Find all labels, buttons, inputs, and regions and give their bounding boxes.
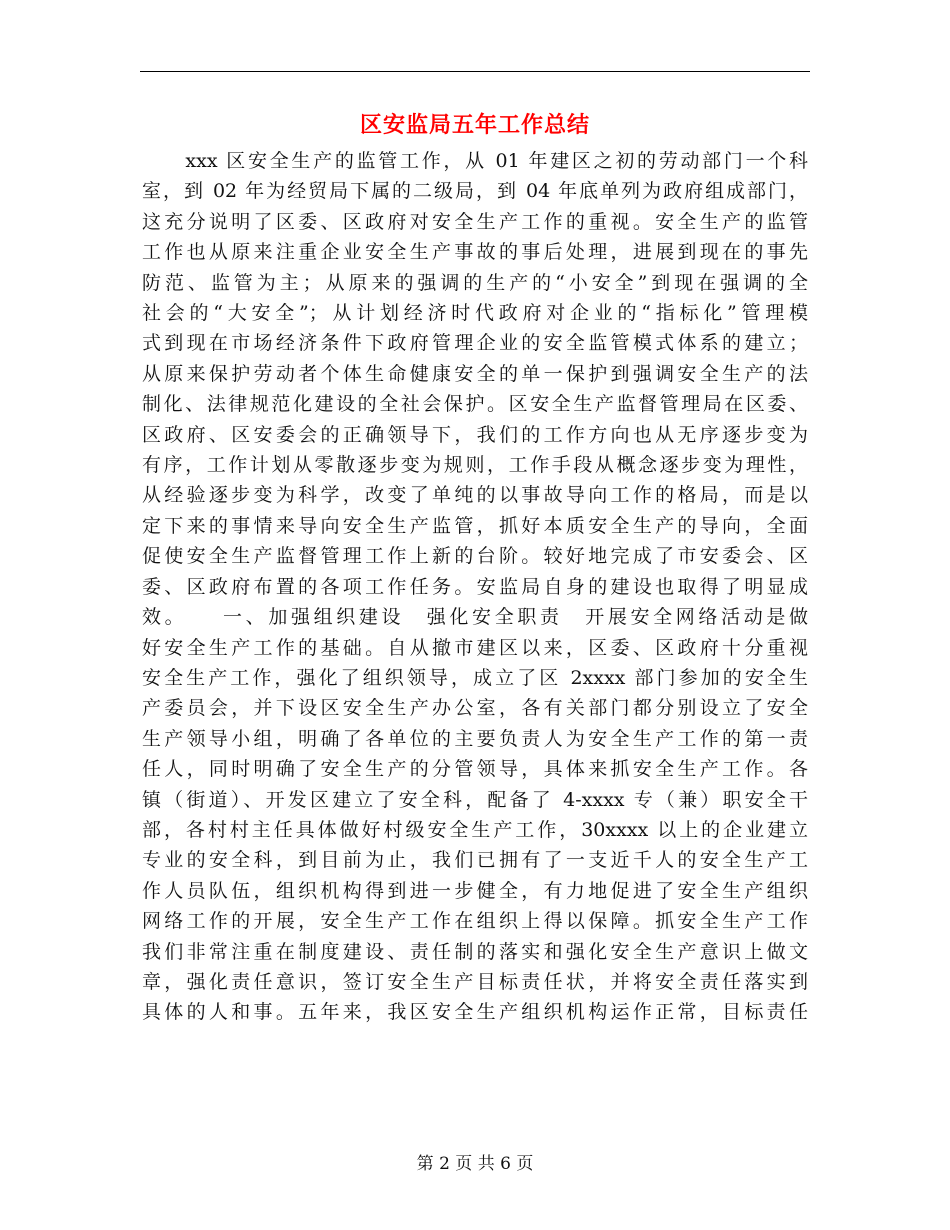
body-line: 任人，同时明确了安全生产的分管领导，具体来抓安全生产工作。各 bbox=[142, 758, 808, 781]
body-line: 社会的“大安全”；从计划经济时代政府对企业的“指标化”管理模 bbox=[142, 302, 808, 325]
body-line: 具体的人和事。五年来，我区安全生产组织机构运作正常，目标责任 bbox=[142, 1001, 808, 1024]
body-line: 好安全生产工作的基础。自从撤市建区以来，区委、区政府十分重视 bbox=[142, 636, 808, 659]
body-line: 有序，工作计划从零散逐步变为规则，工作手段从概念逐步变为理性， bbox=[142, 454, 808, 477]
body-line: 作人员队伍，组织机构得到进一步健全，有力地促进了安全生产组织 bbox=[142, 879, 808, 902]
body-line: 工作也从原来注重企业安全生产事故的事后处理，进展到现在的事先 bbox=[142, 241, 808, 264]
body-line: 这充分说明了区委、区政府对安全生产工作的重视。安全生产的监管 bbox=[142, 210, 808, 233]
body-line: 室，到 02 年为经贸局下属的二级局，到 04 年底单列为政府组成部门， bbox=[142, 180, 808, 203]
body-line: 部，各村村主任具体做好村级安全生产工作，30xxxx 以上的企业建立 bbox=[142, 818, 808, 841]
body-line: 专业的安全科，到目前为止，我们已拥有了一支近千人的安全生产工 bbox=[142, 849, 808, 872]
body-line: 效。 一、加强组织建设 强化安全职责 开展安全网络活动是做 bbox=[142, 606, 808, 629]
body-line: 网络工作的开展，安全生产工作在组织上得以保障。抓安全生产工作 bbox=[142, 910, 808, 933]
body-line: 镇（街道）、开发区建立了安全科，配备了 4-xxxx 专（兼）职安全干 bbox=[142, 788, 808, 811]
body-line: 章，强化责任意识，签订安全生产目标责任状，并将安全责任落实到 bbox=[142, 970, 808, 993]
body-line: 式到现在市场经济条件下政府管理企业的安全监管模式体系的建立； bbox=[142, 332, 808, 355]
body-line: 从原来保护劳动者个体生命健康安全的单一保护到强调安全生产的法 bbox=[142, 362, 808, 385]
body-line: xxx 区安全生产的监管工作，从 01 年建区之初的劳动部门一个科 bbox=[142, 150, 808, 172]
body-line: 生产领导小组，明确了各单位的主要负责人为安全生产工作的第一责 bbox=[142, 727, 808, 750]
header-rule bbox=[140, 71, 810, 72]
body-line: 委、区政府布置的各项工作任务。安监局自身的建设也取得了明显成 bbox=[142, 575, 808, 598]
document-body bbox=[142, 146, 808, 1028]
body-line: 制化、法律规范化建设的全社会保护。区安全生产监督管理局在区委、 bbox=[142, 393, 808, 416]
body-line: 防范、监管为主；从原来的强调的生产的“小安全”到现在强调的全 bbox=[142, 271, 808, 294]
body-line: 定下来的事情来导向安全生产监管，抓好本质安全生产的导向，全面 bbox=[142, 514, 808, 537]
body-line: 产委员会，并下设区安全生产办公室，各有关部门都分别设立了安全 bbox=[142, 697, 808, 720]
page-footer: 第 2 页 共 6 页 bbox=[416, 1154, 534, 1174]
body-line: 从经验逐步变为科学，改变了单纯的以事故导向工作的格局，而是以 bbox=[142, 484, 808, 507]
document-title: 区安监局五年工作总结 bbox=[359, 112, 590, 138]
body-line: 区政府、区安委会的正确领导下，我们的工作方向也从无序逐步变为 bbox=[142, 423, 808, 446]
body-line: 安全生产工作，强化了组织领导，成立了区 2xxxx 部门参加的安全生 bbox=[142, 666, 808, 689]
body-line: 促使安全生产监督管理工作上新的台阶。较好地完成了市安委会、区 bbox=[142, 545, 808, 568]
body-line: 我们非常注重在制度建设、责任制的落实和强化安全生产意识上做文 bbox=[142, 940, 808, 963]
